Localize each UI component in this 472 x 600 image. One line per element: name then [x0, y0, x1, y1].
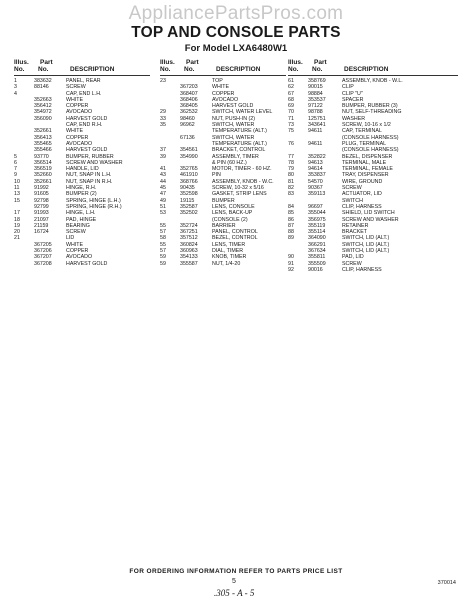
part-number: 354972 [34, 109, 52, 116]
part-number: 367634 [308, 248, 326, 255]
part-number: 352661 [34, 128, 52, 135]
part-number: 94613 [308, 159, 323, 166]
part-number: 90367 [308, 185, 323, 192]
part-description: BUMPER, RUBBER [66, 153, 114, 160]
part-description: PANEL, CONTROL [212, 229, 258, 236]
illus-number: 62 [288, 84, 294, 91]
part-number: 368405 [180, 103, 198, 110]
parts-column-3 [288, 59, 458, 273]
part-number: 356514 [34, 159, 52, 166]
illus-number: 69 [288, 103, 294, 110]
part-row [14, 261, 150, 267]
part-description: BEZEL, CONTROL [212, 235, 258, 242]
illus-number: 57 [160, 229, 166, 236]
part-description: DIAL, TIMER [212, 248, 244, 255]
illus-number: 9 [14, 172, 17, 179]
part-description: HINGE, R.H. [66, 185, 97, 192]
illus-number: 41 [160, 166, 166, 173]
column-header [14, 59, 150, 75]
part-number: 352598 [180, 191, 198, 198]
illus-number: 89 [288, 235, 294, 242]
part-number: 356413 [34, 134, 52, 141]
part-number: 355465 [34, 140, 52, 147]
part-number: 94611 [308, 140, 323, 147]
part-description: LENS, CONSOLE [212, 203, 255, 210]
part-number: 352661 [34, 178, 52, 185]
part-number: 91992 [34, 185, 49, 192]
part-label: Part [40, 59, 53, 66]
part-number: 90435 [180, 185, 195, 192]
no-label: No. [14, 66, 25, 73]
parts-column-1 [14, 59, 150, 267]
part-description: TERMINAL, FEMALE [342, 166, 393, 173]
part-description: NUT, SNAP IN R.H. [66, 178, 113, 185]
part-description: SWITCH, LID (ALT.) [342, 241, 390, 248]
illus-label: Illus. [288, 59, 303, 66]
part-description: HINGE, L.H. [66, 210, 96, 217]
part-number: 358769 [308, 78, 326, 84]
part-description: LENS, TIMER [212, 241, 246, 248]
part-description: MOTOR, TIMER - 60 HZ. [212, 166, 272, 173]
part-label: Part [186, 59, 199, 66]
illus-number: 68 [288, 96, 294, 103]
part-description: PANEL, REAR [66, 78, 101, 84]
illus-number: 67 [288, 90, 294, 97]
part-number: 90016 [308, 266, 323, 273]
illus-number: 77 [288, 153, 294, 160]
illus-number: 49 [160, 197, 166, 204]
part-number: 352587 [180, 203, 198, 210]
part-description: ACTUATOR, LID [342, 191, 382, 198]
part-description: CAP, END L.H. [66, 90, 102, 97]
part-no-label: No. [184, 66, 195, 73]
part-description: AVOCADO [66, 140, 93, 147]
part-description: HARVEST GOLD [66, 115, 108, 122]
part-description: SCREW [66, 84, 86, 91]
part-number: 356412 [34, 103, 52, 110]
part-number: 355811 [308, 254, 326, 261]
part-number: 353837 [308, 172, 326, 179]
illus-number: 18 [14, 216, 20, 223]
part-description: KNOB, TIMER [212, 254, 247, 261]
part-description: SCREW [66, 229, 86, 236]
part-description: ASSEMBLY, KNOB - W.C. [212, 178, 274, 185]
part-number: 91605 [34, 191, 49, 198]
illus-number: 55 [160, 241, 166, 248]
part-number: 354990 [180, 153, 198, 160]
description-label: DESCRIPTION [344, 66, 389, 73]
part-number: 367207 [34, 254, 52, 261]
part-number: 354561 [180, 147, 198, 154]
part-description: CAP, TERMINAL [342, 128, 382, 135]
part-description: NUT, PUSH-IN (2) [212, 115, 255, 122]
illus-number: 86 [288, 216, 294, 223]
parts-list [14, 78, 150, 267]
part-description: SCREW AND WASHER [342, 216, 399, 223]
illus-number: 58 [160, 235, 166, 242]
part-number: 367205 [34, 241, 52, 248]
part-description: SCREW [342, 185, 362, 192]
illus-number: 90 [288, 254, 294, 261]
part-description: CLIP, HARNESS [342, 266, 382, 273]
part-number: 352663 [34, 96, 52, 103]
illus-number: 53 [160, 210, 166, 217]
header-rule [160, 75, 286, 76]
part-description: SCREW, 10-16 x 1/2 [342, 122, 391, 129]
part-description: BRACKET [342, 229, 368, 236]
illus-label: Illus. [14, 59, 29, 66]
part-number: 91993 [34, 210, 49, 217]
part-description: AVOCADO [66, 254, 93, 261]
part-description: SCREW [342, 260, 362, 267]
part-description: PAD, HINGE [66, 216, 97, 223]
description-label: DESCRIPTION [216, 66, 261, 73]
part-number: 356090 [34, 115, 52, 122]
parts-list [288, 78, 458, 273]
watermark: AppliancePartsPros.com [128, 3, 344, 24]
part-number: 355466 [34, 147, 52, 154]
part-number: 367208 [34, 260, 52, 267]
part-description: COPPER [212, 90, 235, 97]
part-description: SWITCH, WATER [212, 122, 255, 129]
description-label: DESCRIPTION [70, 66, 115, 73]
parts-column-2 [160, 59, 286, 267]
illus-number: 29 [160, 109, 166, 116]
part-description: BRACKET, CONTROL [212, 147, 266, 154]
part-description: LID [66, 235, 75, 242]
part-description: (CONSOLE (2) [212, 216, 248, 223]
part-description: GASKET, STRIP LENS [212, 191, 267, 198]
part-description: WHITE [66, 241, 84, 248]
header-rule [14, 75, 150, 76]
part-number: 360963 [180, 248, 198, 255]
part-number: 354133 [180, 254, 198, 261]
part-number: 94614 [308, 166, 323, 173]
part-description: PAD, LID [342, 254, 364, 261]
part-number: 96962 [180, 122, 195, 129]
part-label: Part [314, 59, 327, 66]
no-label: No. [288, 66, 299, 73]
part-description: SWITCH, WATER [212, 134, 255, 141]
part-number: 368406 [180, 96, 198, 103]
illus-number: 87 [288, 222, 294, 229]
part-description: COPPER [66, 134, 89, 141]
illus-number: 82 [288, 185, 294, 192]
part-number: 367251 [180, 229, 198, 236]
illus-number: 85 [288, 210, 294, 217]
part-number: 352765 [180, 166, 198, 173]
part-description: AVOCADO [66, 109, 93, 116]
part-description: PIN [212, 172, 221, 179]
part-number: 352822 [308, 153, 326, 160]
illus-number: 71 [288, 115, 294, 122]
illus-number: 35 [160, 122, 166, 129]
part-number: 383632 [34, 78, 52, 84]
illus-number: 13 [14, 191, 20, 198]
part-description: (CONSOLE HARNESS) [342, 147, 399, 154]
part-number: 355119 [308, 222, 326, 229]
illus-number: 7 [14, 166, 17, 173]
part-description: CLIP, HARNESS [342, 203, 382, 210]
illus-number: 5 [14, 153, 17, 160]
part-description: TERMINAL, MALE [342, 159, 387, 166]
part-description: COPPER [66, 248, 89, 255]
part-number: 359113 [308, 191, 326, 198]
ordering-footer: FOR ORDERING INFORMATION REFER TO PARTS PRICE LIST [129, 568, 343, 575]
illus-number: 57 [160, 248, 166, 255]
part-description: TOP [212, 78, 223, 84]
part-description: AVOCADO [212, 96, 239, 103]
part-number: 364090 [308, 235, 326, 242]
part-number: 360824 [180, 241, 198, 248]
illus-number: 88 [288, 229, 294, 236]
parts-list [160, 78, 286, 267]
part-description: WHITE [66, 128, 84, 135]
column-header [288, 59, 458, 75]
part-description: CAP, END R.H. [66, 122, 103, 129]
part-number: 367206 [34, 248, 52, 255]
part-description: WIRE, GROUND [342, 178, 383, 185]
part-description: HARVEST GOLD [66, 260, 108, 267]
illus-number: 17 [14, 210, 20, 217]
part-number: 367203 [180, 84, 198, 91]
part-number: 98788 [308, 109, 323, 116]
page-number: 5 [232, 578, 236, 585]
illus-number: 15 [14, 197, 20, 204]
illus-number: 44 [160, 178, 166, 185]
page-subtitle: For Model LXA6480W1 [184, 43, 288, 54]
part-number: 355114 [308, 229, 326, 236]
part-number: 352502 [180, 210, 198, 217]
illus-number: 21 [14, 235, 20, 242]
part-number: 21097 [34, 216, 49, 223]
part-description: WASHER [342, 115, 366, 122]
illus-number: 45 [160, 185, 166, 192]
part-description: SPRING, HINGE (R.H.) [66, 203, 122, 210]
part-description: WHITE [212, 84, 230, 91]
no-label: No. [160, 66, 171, 73]
part-number: 21159 [34, 222, 49, 229]
illus-number: 55 [160, 222, 166, 229]
part-description: SCREW AND WASHER [66, 159, 123, 166]
part-description: PLUG, TERMINAL [342, 140, 387, 147]
illus-number: 4 [14, 90, 17, 97]
part-description: SWITCH, WATER LEVEL [212, 109, 273, 116]
part-number: 16724 [34, 229, 49, 236]
part-description: TEMPERATURE (ALT.) [212, 140, 267, 147]
illus-number: 59 [160, 254, 166, 261]
part-number: 356975 [308, 216, 326, 223]
part-number: 368407 [180, 90, 198, 97]
illus-number: 11 [14, 185, 20, 192]
part-no-label: No. [312, 66, 323, 73]
part-number: 352724 [180, 222, 198, 229]
illus-number: 84 [288, 203, 294, 210]
part-description: SWITCH, LID (ALT.) [342, 248, 390, 255]
part-number: 355509 [308, 260, 326, 267]
part-number: 19115 [180, 197, 195, 204]
part-description: & PIN (60 HZ.) [212, 159, 247, 166]
part-description: ASSEMBLY, TIMER [212, 153, 259, 160]
illus-number: 81 [288, 178, 294, 185]
illus-number: 37 [160, 147, 166, 154]
part-description: ASSEMBLY, KNOB - W.L. [342, 78, 403, 84]
part-number: 368766 [180, 178, 198, 185]
illus-number: 6 [14, 159, 17, 166]
illus-number: 33 [160, 115, 166, 122]
illus-number: 20 [14, 229, 20, 236]
illus-number: 70 [288, 109, 294, 116]
page-title: TOP AND CONSOLE PARTS [131, 24, 341, 41]
illus-number: 75 [288, 128, 294, 135]
part-number: 355044 [308, 210, 326, 217]
illus-number: 3 [14, 84, 17, 91]
part-number: 357512 [180, 235, 198, 242]
part-description: BUMPER (2) [66, 191, 97, 198]
illus-number: 92 [288, 266, 294, 273]
part-number: 96697 [308, 203, 323, 210]
illus-number: 10 [14, 178, 20, 185]
part-number: 355587 [180, 260, 198, 267]
illus-number: 23 [160, 78, 166, 84]
part-description: BARRIER [212, 222, 236, 229]
part-description: BUMPER, RUBBER (3) [342, 103, 398, 110]
illus-number: 61 [288, 78, 294, 84]
part-number: 54570 [308, 178, 323, 185]
part-description: SPRING, HINGE (L.H.) [66, 197, 121, 204]
part-description: (CONSOLE HARNESS) [342, 134, 399, 141]
part-description: TEMPERATURE (ALT.) [212, 128, 267, 135]
part-description: BEZEL, DISPENSER [342, 153, 393, 160]
part-description: HANDLE, LID [66, 166, 99, 173]
part-description: NUT, SELF-THREADING [342, 109, 402, 116]
part-number: 94611 [308, 128, 323, 135]
part-description: SPACER [342, 96, 364, 103]
part-number: 92798 [34, 197, 49, 204]
part-number: 125751 [308, 115, 326, 122]
part-description: HARVEST GOLD [66, 147, 108, 154]
part-no-label: No. [38, 66, 49, 73]
part-description: LENS, BACK-UP [212, 210, 253, 217]
illus-number: 83 [288, 191, 294, 198]
header-rule [288, 75, 458, 76]
part-number: 67136 [180, 134, 195, 141]
part-number: 92799 [34, 203, 49, 210]
part-description: CLIP "U" [342, 90, 363, 97]
part-number: 352660 [34, 172, 52, 179]
part-description: COPPER [66, 103, 89, 110]
part-number: 88146 [34, 84, 49, 91]
illus-number: 47 [160, 191, 166, 198]
part-description: SWITCH [342, 197, 363, 204]
part-description: CLIP [342, 84, 354, 91]
illus-number: 73 [288, 122, 294, 129]
part-description: NUT, 1/4-20 [212, 260, 241, 267]
part-number: 97122 [308, 103, 323, 110]
part-row [288, 267, 458, 273]
illus-number: 91 [288, 260, 294, 267]
part-number: 356519 [34, 166, 52, 173]
illus-number: 76 [288, 140, 294, 147]
illus-number: 43 [160, 172, 166, 179]
document-code: 370014 [437, 580, 456, 586]
part-number: 366291 [308, 241, 326, 248]
part-description: SWITCH, LID (ALT.) [342, 235, 390, 242]
part-number: 353537 [308, 96, 326, 103]
part-row [160, 261, 286, 267]
part-number: 362532 [180, 109, 198, 116]
part-number: 343641 [308, 122, 326, 129]
illus-number: 19 [14, 222, 20, 229]
part-description: RETAINER [342, 222, 369, 229]
illus-label: Illus. [160, 59, 175, 66]
handwritten-note: .305 - A - 5 [214, 588, 255, 598]
part-description: SCREW, 10-32 x 5/16 [212, 185, 264, 192]
illus-number: 1 [14, 78, 17, 84]
part-number: 98884 [308, 90, 323, 97]
part-description: BEARING [66, 222, 90, 229]
illus-number: 80 [288, 172, 294, 179]
column-header [160, 59, 286, 75]
part-number: 461910 [180, 172, 198, 179]
illus-number: 59 [160, 260, 166, 267]
part-description: BUMPER [212, 197, 235, 204]
part-description: SHIELD, LID SWITCH [342, 210, 395, 217]
part-description: HARVEST GOLD [212, 103, 254, 110]
illus-number: 51 [160, 203, 166, 210]
illus-number: 79 [288, 166, 294, 173]
part-description: NUT, SNAP IN L.H. [66, 172, 112, 179]
illus-number: 39 [160, 153, 166, 160]
part-description: TRAY, DISPENSER [342, 172, 389, 179]
part-description: WHITE [66, 96, 84, 103]
part-number: 93770 [34, 153, 49, 160]
part-number: 98460 [180, 115, 195, 122]
illus-number: 78 [288, 159, 294, 166]
part-number: 90015 [308, 84, 323, 91]
